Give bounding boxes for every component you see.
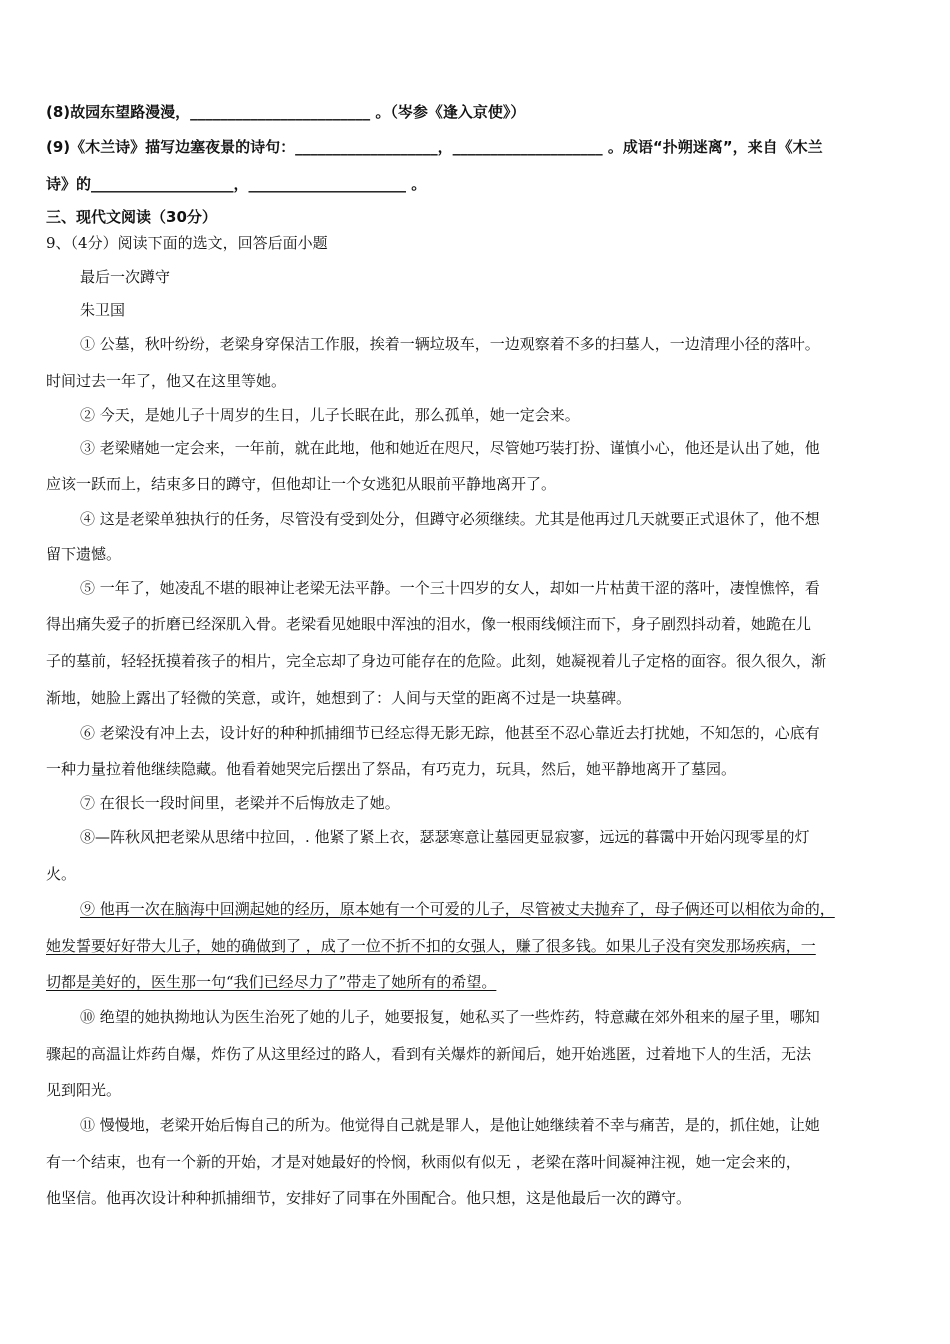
- question-8: (8)故园东望路漫漫，________________________ 。（岑参《逢入京使》）: [46, 103, 526, 121]
- paragraph-3-line-2: 应该一跃而上，结束多日的蹲守，但他却让一个女逃犯从眼前平静地离开了。: [46, 475, 557, 493]
- article-author: 朱卫国: [80, 301, 126, 319]
- paragraph-9-line-2: 她发誓要好好带大儿子，她的确做到了 ，成了一位不折不扣的女强人，赚了很多钱。如果儿子没有突发那场疾病，一: [46, 937, 816, 955]
- paragraph-7: ⑦ 在很长一段时间里，老梁并不后悔放走了她。: [80, 794, 400, 812]
- paragraph-8-line-1: ⑧—阵秋风把老梁从思绪中拉回，. 他紧了紧上衣，瑟瑟寒意让墓园更显寂寥，远远的暮霭中开始闪现零星的灯: [80, 828, 810, 846]
- section-heading: 三、现代文阅读（30分）: [46, 208, 217, 226]
- article-title: 最后一次蹲守: [80, 268, 171, 286]
- paragraph-4-line-2: 留下遗憾。: [46, 545, 122, 563]
- paragraph-6-line-2: 一种力量拉着他继续隐藏。他看着她哭完后摆出了祭品，有巧克力，玩具，然后，她平静地离开了墓园。: [46, 760, 737, 778]
- paragraph-5-line-2: 得出痛失爱子的折磨已经深肌入骨。老梁看见她眼中浑浊的泪水，像一根雨线倾注而下，身子剧烈抖动着，她跪在儿: [46, 615, 812, 633]
- paragraph-9-line-1: ⑨ 他再一次在脑海中回溯起她的经历，原本她有一个可爱的儿子，尽管被丈夫抛弃了，母子俩还可以相依为命的，: [80, 900, 835, 918]
- paragraph-10-line-3: 见到阳光。: [46, 1081, 122, 1099]
- question-9-line-1: (9)《木兰诗》描写边塞夜景的诗句：___________________，____________________ 。成语“扑朔迷离”，来自《木兰: [46, 138, 823, 156]
- paragraph-11-line-1: ⑪ 慢慢地，老梁开始后悔自己的所为。他觉得自己就是罪人，是他让她继续着不幸与痛苦，是的，抓住她，让她: [80, 1116, 820, 1134]
- paragraph-11-line-3: 他坚信。他再次设计种种抓捕细节，安排好了同事在外围配合。他只想，这是他最后一次的蹲守。: [46, 1189, 692, 1207]
- paragraph-5-line-1: ⑤ 一年了，她凌乱不堪的眼神让老梁无法平静。一个三十四岁的女人，却如一片枯黄干涩的落叶，凄惶憔悴，看: [80, 579, 820, 597]
- paragraph-5-line-4: 渐地，她脸上露出了轻微的笑意，或许，她想到了：人间与天堂的距离不过是一块墓碑。: [46, 689, 632, 707]
- question-9-line-2: 诗》的___________________，_____________________ 。: [46, 175, 427, 193]
- paragraph-11-line-2: 有一个结束，也有一个新的开始，才是对她最好的怜悯，秋雨似有似无 ，老梁在落叶间凝神注视，她一定会来的，: [46, 1153, 801, 1171]
- paragraph-2: ② 今天，是她儿子十周岁的生日，儿子长眠在此，那么孤单，她一定会来。: [80, 406, 580, 424]
- paragraph-8-line-2: 火。: [46, 865, 77, 883]
- paragraph-9-line-3: 切都是美好的，医生那一句“我们已经尽力了”带走了她所有的希望。: [46, 973, 497, 991]
- paragraph-10-line-1: ⑩ 绝望的她执拗地认为医生治死了她的儿子，她要报复，她私买了一些炸药，特意藏在郊外租来的屋子里，哪知: [80, 1008, 820, 1026]
- paragraph-10-line-2: 骤起的高温让炸药自爆，炸伤了从这里经过的路人，看到有关爆炸的新闻后，她开始逃匿，过着地下人的生活，无法: [46, 1045, 812, 1063]
- paragraph-1-line-2: 时间过去一年了，他又在这里等她。: [46, 372, 287, 390]
- paragraph-1-line-1: ① 公墓，秋叶纷纷，老梁身穿保洁工作服，挨着一辆垃圾车，一边观察着不多的扫墓人，一边清理小径的落叶。: [80, 335, 820, 353]
- paragraph-3-line-1: ③ 老梁赌她一定会来，一年前，就在此地，他和她近在咫尺，尽管她巧装打扮、谨慎小心，他还是认出了她，他: [80, 439, 820, 457]
- question-instruction: 9、（4分）阅读下面的选文，回答后面小题: [46, 234, 328, 252]
- paragraph-5-line-3: 子的墓前，轻轻抚摸着孩子的相片，完全忘却了身边可能存在的危险。此刻，她凝视着儿子定格的面容。很久很久，渐: [46, 652, 827, 670]
- paragraph-6-line-1: ⑥ 老梁没有冲上去，设计好的种种抓捕细节已经忘得无影无踪，他甚至不忍心靠近去打扰她，不知怎的，心底有: [80, 724, 820, 742]
- paragraph-4-line-1: ④ 这是老梁单独执行的任务，尽管没有受到处分，但蹲守必须继续。尤其是他再过几天就要正式退休了，他不想: [80, 510, 820, 528]
